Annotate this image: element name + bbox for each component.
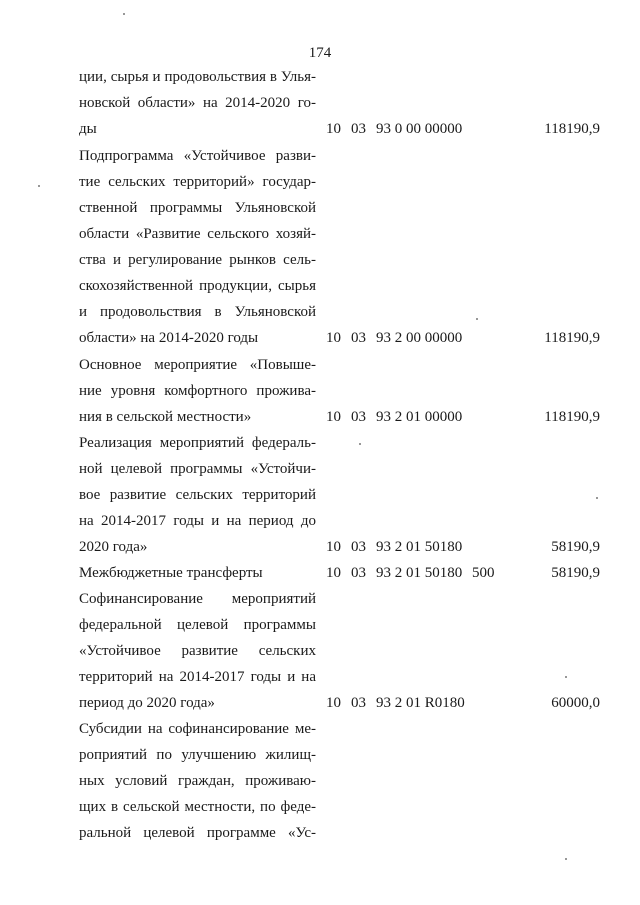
- target-article-code: 93 2 01 R0180: [376, 695, 465, 711]
- section-code: 10: [326, 121, 341, 137]
- amount: 118190,9: [544, 409, 600, 425]
- row-description: [79, 352, 316, 430]
- description-line: вое развитие сельских территорий: [79, 487, 316, 503]
- subsection-code: 03: [351, 409, 366, 425]
- section-code: 10: [326, 565, 341, 581]
- description-line: Подпрограмма «Устойчивое разви-: [79, 148, 316, 164]
- description-line: Субсидии на софинансирование ме-: [79, 721, 316, 737]
- subsection-code: 03: [351, 565, 366, 581]
- amount: 118190,9: [544, 121, 600, 137]
- description-line: Софинансирование мероприятий: [79, 591, 316, 607]
- expense-type-code: 500: [472, 565, 495, 581]
- section-code: 10: [326, 539, 341, 555]
- description-line: ственной программы Ульяновской: [79, 200, 316, 216]
- description-line: федеральной целевой программы: [79, 617, 316, 633]
- subsection-code: 03: [351, 695, 366, 711]
- row-description: [79, 716, 316, 846]
- scan-speck: [123, 13, 125, 15]
- description-line: ды: [79, 121, 97, 137]
- row-description: [79, 430, 316, 560]
- description-line: Межбюджетные трансферты: [79, 565, 263, 581]
- subsection-code: 03: [351, 330, 366, 346]
- description-line: ральной целевой программе «Ус-: [79, 825, 316, 841]
- row-description: [79, 64, 316, 142]
- description-line: области» на 2014-2020 годы: [79, 330, 259, 346]
- target-article-code: 93 2 01 00000: [376, 409, 463, 425]
- amount: 58190,9: [551, 539, 600, 555]
- amount: 60000,0: [551, 695, 600, 711]
- section-code: 10: [326, 409, 341, 425]
- description-line: период до 2020 года»: [79, 695, 215, 711]
- row-description: [79, 586, 316, 716]
- subsection-code: 03: [351, 121, 366, 137]
- description-line: скохозяйственной продукции, сырья: [79, 278, 316, 294]
- description-line: Основное мероприятие «Повыше-: [79, 357, 316, 373]
- target-article-code: 93 2 01 50180: [376, 539, 463, 555]
- description-line: на 2014-2017 годы и на период до: [79, 513, 316, 529]
- subsection-code: 03: [351, 539, 366, 555]
- description-line: роприятий по улучшению жилищ-: [79, 747, 316, 763]
- amount: 58190,9: [551, 565, 600, 581]
- target-article-code: 93 2 01 50180: [376, 565, 463, 581]
- scan-speck: [565, 858, 567, 860]
- description-line: ния в сельской местности»: [79, 409, 252, 425]
- description-line: ных условий граждан, проживаю-: [79, 773, 316, 789]
- description-line: области «Развитие сельского хозяй-: [79, 226, 316, 242]
- scan-speck: [565, 676, 567, 678]
- description-line: территорий на 2014-2017 годы и на: [79, 669, 316, 685]
- amount: 118190,9: [544, 330, 600, 346]
- description-line: тие сельских территорий» государ-: [79, 174, 316, 190]
- page-number: 174: [308, 45, 332, 61]
- section-code: 10: [326, 695, 341, 711]
- description-line: и продовольствия в Ульяновской: [79, 304, 316, 320]
- scan-speck: [476, 318, 478, 320]
- description-line: ции, сырья и продовольствия в Улья-: [79, 69, 316, 85]
- target-article-code: 93 2 00 00000: [376, 330, 463, 346]
- description-line: 2020 года»: [79, 539, 148, 555]
- scan-speck: [596, 497, 598, 499]
- scan-speck: [38, 185, 40, 187]
- target-article-code: 93 0 00 00000: [376, 121, 463, 137]
- scan-speck: [359, 443, 361, 445]
- description-line: «Устойчивое развитие сельских: [79, 643, 316, 659]
- section-code: 10: [326, 330, 341, 346]
- description-line: ной целевой программы «Устойчи-: [79, 461, 316, 477]
- description-line: новской области» на 2014-2020 го-: [79, 95, 316, 111]
- row-description: [79, 143, 316, 351]
- description-line: ства и регулирование рынков сель-: [79, 252, 316, 268]
- description-line: ние уровня комфортного прожива-: [79, 383, 316, 399]
- description-line: Реализация мероприятий федераль-: [79, 435, 316, 451]
- description-line: щих в сельской местности, по феде-: [79, 799, 316, 815]
- row-description: [79, 560, 316, 586]
